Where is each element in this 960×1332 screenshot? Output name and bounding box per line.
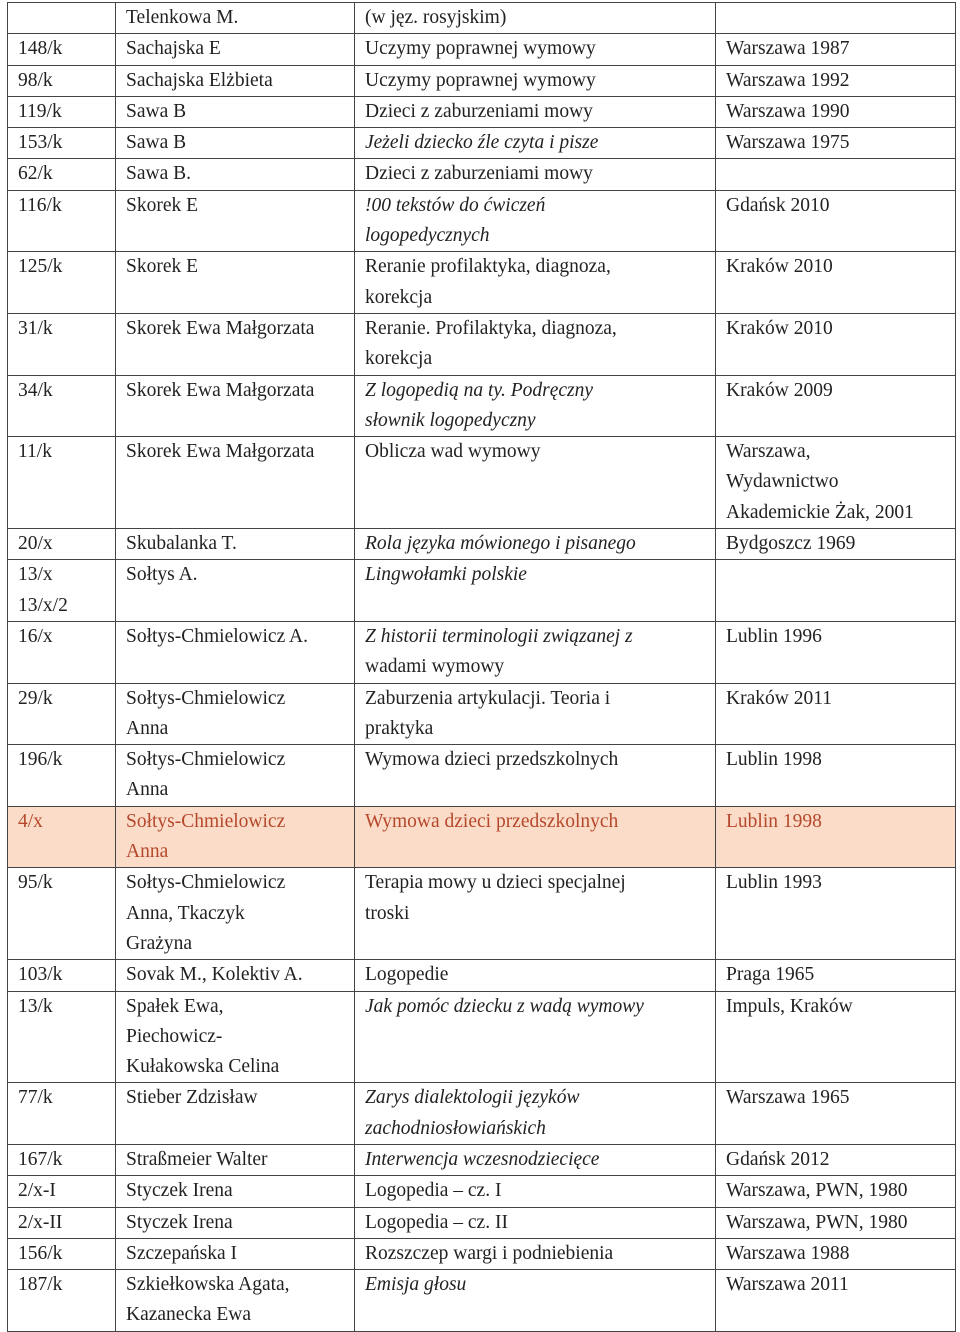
publication-cell — [716, 683, 956, 745]
publication-cell-line: Warszawa, — [726, 441, 811, 463]
publication-cell-line: Akademickie Żak, 2001 — [726, 501, 914, 523]
title-cell — [355, 1176, 716, 1207]
title-cell-line: logopedycznych — [365, 225, 490, 247]
table-row — [8, 1270, 956, 1332]
publication-cell-line: Warszawa 1990 — [726, 100, 850, 122]
table-row — [8, 991, 956, 1083]
author-cell — [116, 437, 355, 529]
signature-cell-line: 153/k — [18, 132, 63, 154]
title-cell-line: Terapia mowy u dzieci specjalnej — [365, 872, 626, 894]
title-cell — [355, 745, 716, 807]
publication-cell-line: Lublin 1998 — [726, 749, 822, 771]
author-cell — [116, 313, 355, 375]
signature-cell — [8, 190, 116, 252]
title-cell — [355, 683, 716, 745]
signature-cell-line: 187/k — [18, 1274, 63, 1296]
author-cell — [116, 96, 355, 127]
publication-cell-line: Gdańsk 2010 — [726, 194, 830, 216]
publication-cell — [716, 1083, 956, 1145]
publication-cell-line: Wydawnictwo — [726, 471, 839, 493]
table-row — [8, 34, 956, 65]
publication-cell — [716, 745, 956, 807]
publication-cell-line: Warszawa 2011 — [726, 1274, 849, 1296]
table-row — [8, 313, 956, 375]
title-cell — [355, 3, 716, 34]
title-cell-line: troski — [365, 902, 410, 924]
author-cell-line: Sołtys-Chmielowicz A. — [126, 625, 308, 647]
publication-cell-line: Kraków 2010 — [726, 256, 833, 278]
signature-cell — [8, 683, 116, 745]
author-cell-line: Szczepańska I — [126, 1242, 237, 1264]
signature-cell — [8, 1270, 116, 1332]
title-cell — [355, 560, 716, 622]
catalog-table — [7, 2, 956, 1332]
signature-cell — [8, 34, 116, 65]
author-cell-line: Kazanecka Ewa — [126, 1304, 252, 1326]
signature-cell-line: 77/k — [18, 1087, 53, 1109]
author-cell — [116, 375, 355, 437]
author-cell — [116, 1176, 355, 1207]
author-cell-line: Telenkowa M. — [126, 7, 239, 28]
signature-cell — [8, 1176, 116, 1207]
publication-cell-line: Gdańsk 2012 — [726, 1148, 830, 1170]
publication-cell-line: Lublin 1996 — [726, 625, 822, 647]
title-cell — [355, 1238, 716, 1269]
publication-cell — [716, 1238, 956, 1269]
publication-cell-line: Warszawa, PWN, 1980 — [726, 1211, 908, 1233]
title-cell — [355, 806, 716, 868]
catalog-rows — [8, 3, 956, 1332]
signature-cell — [8, 96, 116, 127]
title-cell-line: Oblicza wad wymowy — [365, 441, 541, 463]
publication-cell-line: Kraków 2009 — [726, 379, 833, 401]
author-cell — [116, 1144, 355, 1175]
signature-cell — [8, 1207, 116, 1238]
title-cell — [355, 437, 716, 529]
title-cell — [355, 375, 716, 437]
author-cell-line: Sawa B — [126, 100, 187, 122]
author-cell-line: Stieber Zdzisław — [126, 1087, 258, 1109]
signature-cell-line: 34/k — [18, 379, 53, 401]
publication-cell-line: Lublin 1993 — [726, 872, 822, 894]
title-cell-line: (w jęz. rosyjskim) — [365, 7, 507, 28]
title-cell — [355, 252, 716, 314]
signature-cell — [8, 991, 116, 1083]
publication-cell-line: Warszawa, PWN, 1980 — [726, 1180, 908, 1202]
table-row — [8, 3, 956, 34]
table-row — [8, 560, 956, 622]
signature-cell — [8, 621, 116, 683]
signature-cell-line: 156/k — [18, 1242, 63, 1264]
publication-cell — [716, 128, 956, 159]
author-cell — [116, 868, 355, 960]
author-cell-line: Szkiełkowska Agata, — [126, 1274, 290, 1296]
author-cell-line: Styczek Irena — [126, 1211, 233, 1233]
table-row — [8, 159, 956, 190]
publication-cell — [716, 1207, 956, 1238]
author-cell — [116, 1207, 355, 1238]
signature-cell — [8, 65, 116, 96]
author-cell — [116, 621, 355, 683]
author-cell-line: Sołtys-Chmielowicz — [126, 810, 286, 832]
title-cell — [355, 960, 716, 991]
signature-cell-line: 98/k — [18, 69, 53, 91]
author-cell — [116, 159, 355, 190]
table-row — [8, 252, 956, 314]
author-cell-line: Sawa B. — [126, 163, 191, 185]
table-row — [8, 621, 956, 683]
title-cell-line: Wymowa dzieci przedszkolnych — [365, 749, 619, 771]
publication-cell — [716, 991, 956, 1083]
title-cell — [355, 1144, 716, 1175]
author-cell — [116, 806, 355, 868]
table-row — [8, 868, 956, 960]
table-row — [8, 190, 956, 252]
table-row — [8, 683, 956, 745]
signature-cell — [8, 1144, 116, 1175]
publication-cell — [716, 190, 956, 252]
signature-cell-line: 29/k — [18, 687, 53, 709]
table-row — [8, 437, 956, 529]
title-cell-line: praktyka — [365, 717, 434, 739]
author-cell-line: Sołtys A. — [126, 564, 198, 586]
signature-cell — [8, 313, 116, 375]
publication-cell — [716, 437, 956, 529]
title-cell-line: Uczymy poprawnej wymowy — [365, 69, 596, 91]
signature-cell-line: 2/x-II — [18, 1211, 63, 1233]
author-cell-line: Straßmeier Walter — [126, 1148, 268, 1170]
signature-cell-line: 148/k — [18, 38, 63, 60]
author-cell-line: Skorek E — [126, 256, 199, 278]
table-row — [8, 96, 956, 127]
title-cell — [355, 34, 716, 65]
title-cell-line: Uczymy poprawnej wymowy — [365, 38, 596, 60]
signature-cell-line: 167/k — [18, 1148, 63, 1170]
title-cell — [355, 96, 716, 127]
title-cell-line: Logopedia – cz. I — [365, 1180, 502, 1202]
author-cell-line: Sachajska E — [126, 38, 221, 60]
author-cell-line: Sachajska Elżbieta — [126, 69, 273, 91]
signature-cell — [8, 437, 116, 529]
publication-cell — [716, 65, 956, 96]
signature-cell-line: 13/k — [18, 995, 53, 1017]
title-cell-line: wadami wymowy — [365, 656, 505, 678]
signature-cell-line: 95/k — [18, 872, 53, 894]
publication-cell-line: Kraków 2010 — [726, 317, 833, 339]
publication-cell-line: Warszawa 1987 — [726, 38, 850, 60]
publication-cell-line — [726, 3, 955, 33]
author-cell — [116, 128, 355, 159]
signature-cell — [8, 375, 116, 437]
title-cell-line: zachodniosłowiańskich — [365, 1117, 546, 1139]
signature-cell-line: 11/k — [18, 441, 52, 463]
author-cell-line: Anna — [126, 841, 169, 863]
author-cell-line: Kułakowska Celina — [126, 1056, 280, 1078]
signature-cell-line: 196/k — [18, 749, 63, 771]
author-cell-line: Sołtys-Chmielowicz — [126, 687, 286, 709]
signature-cell — [8, 529, 116, 560]
title-cell-line: korekcja — [365, 348, 433, 370]
signature-cell-line: 4/x — [18, 810, 43, 832]
publication-cell — [716, 529, 956, 560]
author-cell-line: Styczek Irena — [126, 1180, 233, 1202]
author-cell — [116, 34, 355, 65]
signature-cell-line: 125/k — [18, 256, 63, 278]
publication-cell-line: Kraków 2011 — [726, 687, 832, 709]
publication-cell-line: Warszawa 1965 — [726, 1087, 850, 1109]
publication-cell — [716, 159, 956, 190]
title-cell-line: Lingwołamki polskie — [365, 564, 527, 586]
author-cell-line: Spałek Ewa, — [126, 995, 224, 1017]
title-cell-line: Logopedie — [365, 964, 449, 986]
title-cell — [355, 1207, 716, 1238]
table-row — [8, 128, 956, 159]
author-cell — [116, 1238, 355, 1269]
signature-cell-line: 13/x/2 — [18, 594, 68, 616]
title-cell — [355, 159, 716, 190]
signature-cell — [8, 252, 116, 314]
author-cell-line: Sołtys-Chmielowicz — [126, 872, 286, 894]
title-cell-line: Rozszczep wargi i podniebienia — [365, 1242, 614, 1264]
signature-cell — [8, 960, 116, 991]
publication-cell — [716, 806, 956, 868]
publication-cell — [716, 1144, 956, 1175]
publication-cell-line — [726, 560, 955, 590]
publication-cell — [716, 621, 956, 683]
author-cell — [116, 252, 355, 314]
signature-cell-line: 119/k — [18, 100, 62, 122]
publication-cell — [716, 34, 956, 65]
table-row — [8, 1083, 956, 1145]
signature-cell — [8, 745, 116, 807]
title-cell-line: Zaburzenia artykulacji. Teoria i — [365, 687, 611, 709]
signature-cell — [8, 560, 116, 622]
author-cell — [116, 745, 355, 807]
author-cell — [116, 683, 355, 745]
publication-cell-line: Warszawa 1975 — [726, 132, 850, 154]
title-cell — [355, 621, 716, 683]
signature-cell-line: 103/k — [18, 964, 63, 986]
signature-cell — [8, 159, 116, 190]
publication-cell-line: Warszawa 1988 — [726, 1242, 850, 1264]
signature-cell — [8, 1083, 116, 1145]
title-cell-line: korekcja — [365, 286, 433, 308]
author-cell-line: Skorek Ewa Małgorzata — [126, 379, 315, 401]
table-row — [8, 745, 956, 807]
signature-cell-line: 116/k — [18, 194, 62, 216]
title-cell-line: słownik logopedyczny — [365, 409, 536, 431]
title-cell-line: Z logopedią na ty. Podręczny — [365, 379, 594, 401]
title-cell — [355, 313, 716, 375]
title-cell-line: Logopedia – cz. II — [365, 1211, 508, 1233]
publication-cell — [716, 375, 956, 437]
title-cell-line: Emisja głosu — [365, 1274, 467, 1296]
publication-cell-line: Praga 1965 — [726, 964, 815, 986]
table-row — [8, 375, 956, 437]
title-cell — [355, 190, 716, 252]
author-cell-line: Sawa B — [126, 132, 187, 154]
table-row — [8, 806, 956, 868]
publication-cell — [716, 560, 956, 622]
title-cell-line: Dzieci z zaburzeniami mowy — [365, 100, 593, 122]
table-row — [8, 1144, 956, 1175]
table-row — [8, 1238, 956, 1269]
table-row — [8, 1176, 956, 1207]
title-cell-line: Interwencja wczesnodziecięce — [365, 1148, 600, 1170]
publication-cell-line: Warszawa 1992 — [726, 69, 850, 91]
signature-cell-line: 31/k — [18, 317, 53, 339]
author-cell — [116, 960, 355, 991]
title-cell-line: Dzieci z zaburzeniami mowy — [365, 163, 593, 185]
title-cell — [355, 128, 716, 159]
publication-cell — [716, 868, 956, 960]
author-cell — [116, 65, 355, 96]
author-cell-line: Grażyna — [126, 932, 193, 954]
title-cell-line: Wymowa dzieci przedszkolnych — [365, 810, 619, 832]
author-cell-line: Anna, Tkaczyk — [126, 902, 245, 924]
table-row — [8, 1207, 956, 1238]
publication-cell — [716, 3, 956, 34]
publication-cell — [716, 252, 956, 314]
title-cell — [355, 868, 716, 960]
title-cell-line: Reranie profilaktyka, diagnoza, — [365, 256, 611, 278]
title-cell-line: Jak pomóc dziecku z wadą wymowy — [365, 995, 644, 1017]
table-row — [8, 960, 956, 991]
publication-cell — [716, 96, 956, 127]
signature-cell-line: 62/k — [18, 163, 53, 185]
title-cell — [355, 1270, 716, 1332]
signature-cell-line: 20/x — [18, 533, 53, 555]
signature-cell — [8, 3, 116, 34]
title-cell-line: Rola języka mówionego i pisanego — [365, 533, 636, 555]
author-cell-line: Piechowicz- — [126, 1025, 223, 1047]
title-cell-line: Reranie. Profilaktyka, diagnoza, — [365, 317, 617, 339]
publication-cell-line: Impuls, Kraków — [726, 995, 853, 1017]
author-cell — [116, 529, 355, 560]
title-cell-line: Zarys dialektologii języków — [365, 1087, 580, 1109]
title-cell — [355, 991, 716, 1083]
publication-cell-line — [726, 159, 955, 189]
signature-cell — [8, 128, 116, 159]
publication-cell — [716, 960, 956, 991]
table-row — [8, 65, 956, 96]
title-cell — [355, 529, 716, 560]
title-cell — [355, 1083, 716, 1145]
author-cell-line: Anna — [126, 717, 169, 739]
author-cell — [116, 1270, 355, 1332]
author-cell — [116, 1083, 355, 1145]
author-cell — [116, 991, 355, 1083]
author-cell — [116, 190, 355, 252]
title-cell-line: Jeżeli dziecko źle czyta i pisze — [365, 132, 599, 154]
author-cell-line: Skorek E — [126, 194, 199, 216]
author-cell-line: Skubalanka T. — [126, 533, 237, 555]
publication-cell — [716, 1176, 956, 1207]
title-cell-line: !00 tekstów do ćwiczeń — [365, 194, 546, 216]
publication-cell-line: Lublin 1998 — [726, 810, 822, 832]
signature-cell-line: 2/x-I — [18, 1180, 56, 1202]
author-cell — [116, 3, 355, 34]
author-cell-line: Skorek Ewa Małgorzata — [126, 317, 315, 339]
title-cell — [355, 65, 716, 96]
author-cell-line: Anna — [126, 779, 169, 801]
publication-cell — [716, 1270, 956, 1332]
signature-cell-line: 16/x — [18, 625, 53, 647]
author-cell-line: Sovak M., Kolektiv A. — [126, 964, 303, 986]
table-row — [8, 529, 956, 560]
author-cell-line: Skorek Ewa Małgorzata — [126, 441, 315, 463]
signature-cell-line — [18, 3, 115, 33]
publication-cell — [716, 313, 956, 375]
author-cell — [116, 560, 355, 622]
title-cell-line: Z historii terminologii związanej z — [365, 625, 633, 647]
signature-cell — [8, 1238, 116, 1269]
publication-cell-line: Bydgoszcz 1969 — [726, 533, 856, 555]
author-cell-line: Sołtys-Chmielowicz — [126, 749, 286, 771]
signature-cell — [8, 806, 116, 868]
signature-cell-line: 13/x — [18, 564, 53, 586]
signature-cell — [8, 868, 116, 960]
